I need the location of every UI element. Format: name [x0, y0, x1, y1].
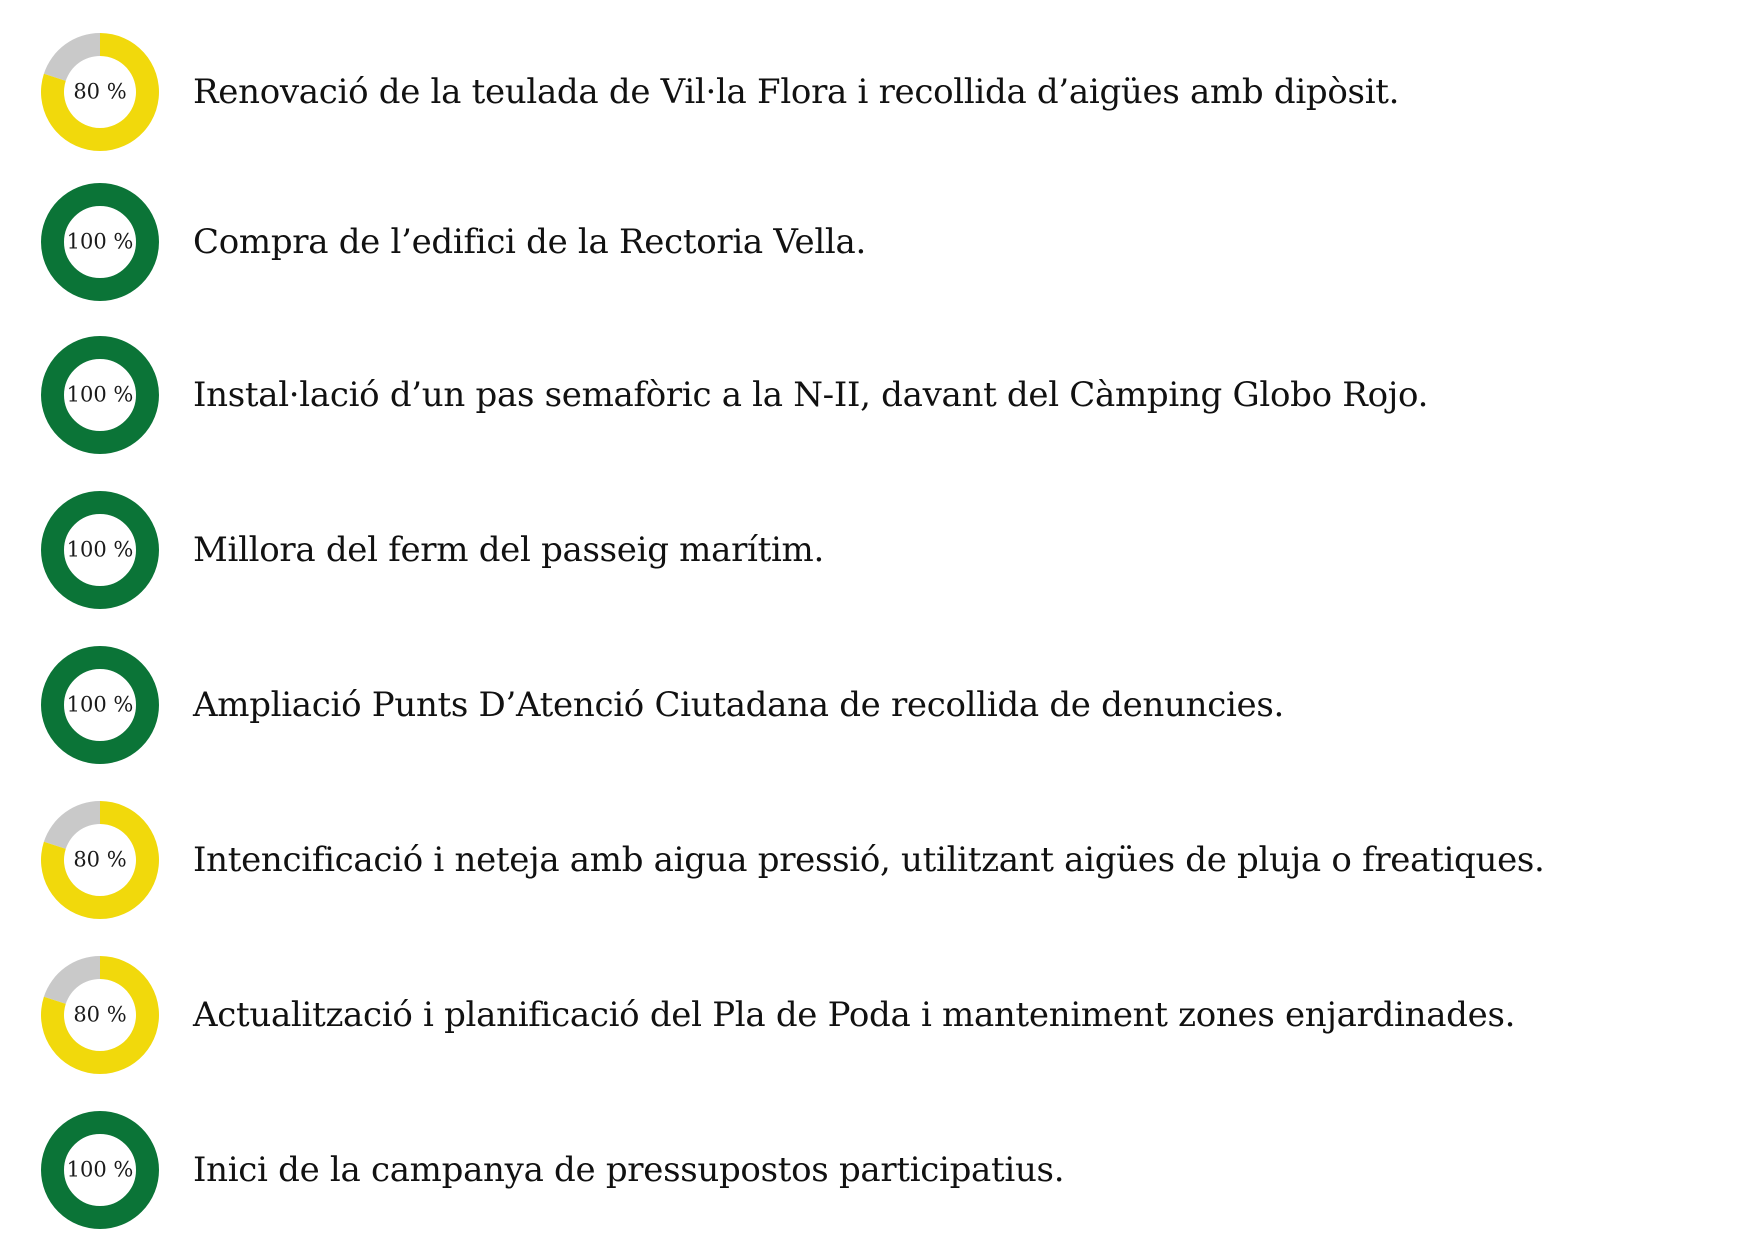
list-item — [0, 30, 1748, 160]
item-description: Intencificació i neteja amb aigua pressió, utilitzant aigües de pluja o freatiques. — [193, 840, 1545, 880]
list-item — [0, 1108, 1748, 1238]
progress-donut — [38, 488, 162, 612]
percent-label: 80 % — [73, 1002, 127, 1027]
donut-chart — [38, 798, 162, 922]
list-item — [0, 333, 1748, 463]
progress-donut — [38, 798, 162, 922]
donut-chart — [38, 1108, 162, 1232]
item-description: Inici de la campanya de pressupostos participatius. — [193, 1150, 1065, 1190]
item-description: Compra de l’edifici de la Rectoria Vella. — [193, 222, 866, 262]
item-description: Millora del ferm del passeig marítim. — [193, 530, 824, 570]
donut-chart — [38, 953, 162, 1077]
donut-chart — [38, 333, 162, 457]
donut-chart — [38, 488, 162, 612]
percent-label: 100 % — [66, 229, 134, 254]
percent-label: 100 % — [66, 537, 134, 562]
progress-donut — [38, 953, 162, 1077]
list-item — [0, 798, 1748, 928]
progress-donut — [38, 1108, 162, 1232]
percent-label: 100 % — [66, 382, 134, 407]
donut-chart — [38, 180, 162, 304]
progress-donut — [38, 30, 162, 154]
list-item — [0, 488, 1748, 618]
item-description: Renovació de la teulada de Vil·la Flora i recollida d’aigües amb dipòsit. — [193, 72, 1400, 112]
percent-label: 80 % — [73, 847, 127, 872]
item-description: Instal·lació d’un pas semafòric a la N-II, davant del Càmping Globo Rojo. — [193, 375, 1429, 415]
progress-donut — [38, 333, 162, 457]
list-item — [0, 643, 1748, 773]
percent-label: 80 % — [73, 79, 127, 104]
progress-donut — [38, 643, 162, 767]
percent-label: 100 % — [66, 1157, 134, 1182]
list-item — [0, 953, 1748, 1083]
donut-chart — [38, 30, 162, 154]
progress-donut — [38, 180, 162, 304]
item-description: Ampliació Punts D’Atenció Ciutadana de recollida de denuncies. — [193, 685, 1284, 725]
item-description: Actualització i planificació del Pla de Poda i manteniment zones enjardinades. — [193, 995, 1516, 1035]
donut-chart — [38, 643, 162, 767]
percent-label: 100 % — [66, 692, 134, 717]
list-item — [0, 180, 1748, 310]
